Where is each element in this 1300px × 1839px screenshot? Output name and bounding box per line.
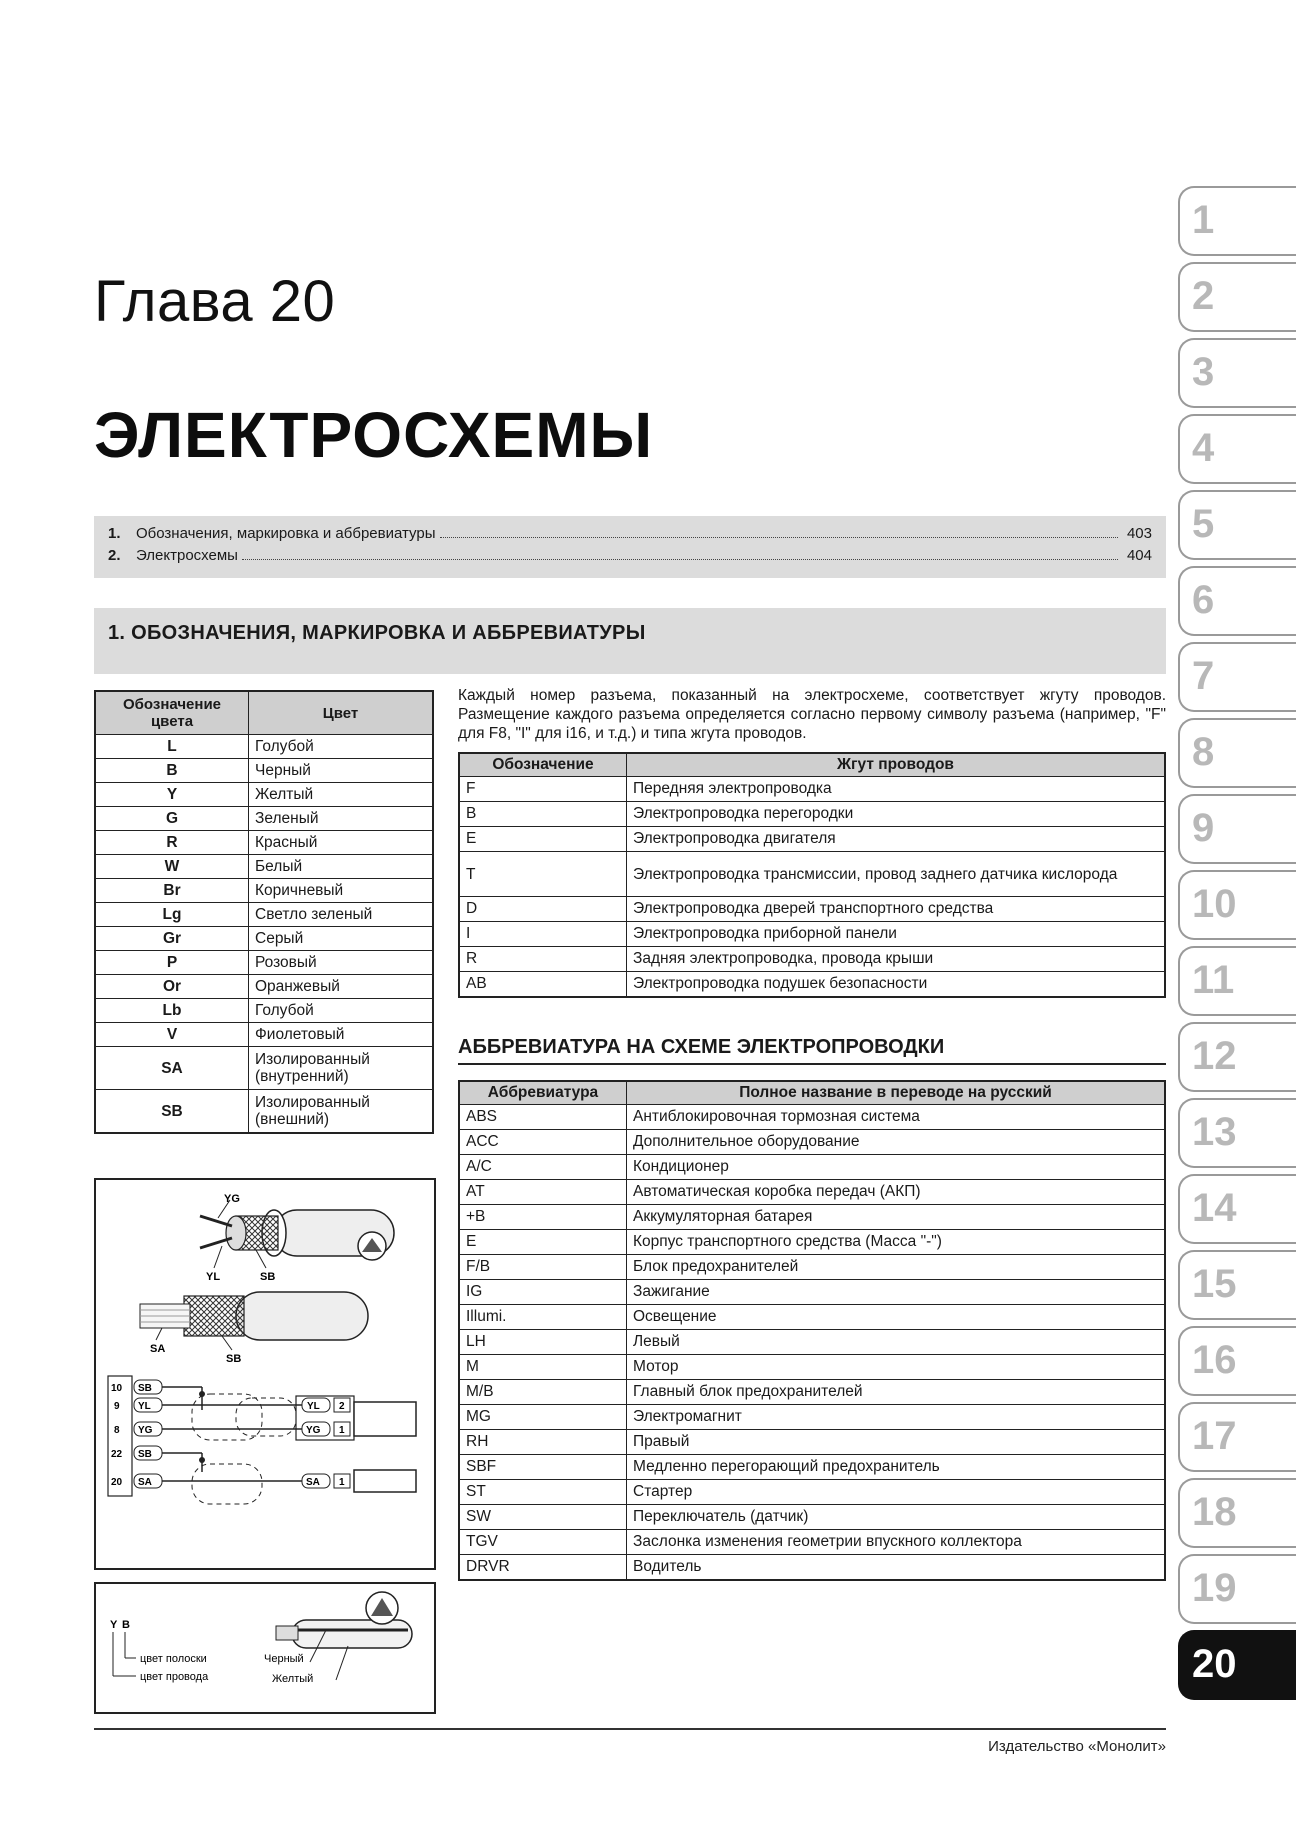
- color-code: Or: [95, 975, 249, 999]
- chapter-tab-16[interactable]: [1178, 1326, 1296, 1396]
- svg-text:9: 9: [114, 1401, 120, 1412]
- abbreviation: IG: [459, 1280, 627, 1305]
- abbreviation: F/B: [459, 1255, 627, 1280]
- tab-number: 10: [1192, 882, 1237, 926]
- abbreviation-meaning: Мотор: [627, 1355, 1166, 1380]
- left-pin: [111, 1474, 162, 1488]
- abbreviation-meaning: Главный блок предохранителей: [627, 1380, 1166, 1405]
- color-name: Серый: [249, 927, 434, 951]
- table-row: [459, 1330, 1165, 1355]
- table-row: [459, 1430, 1165, 1455]
- color-name: Изолированный (внешний): [249, 1090, 434, 1134]
- label-sb-top: SB: [260, 1271, 276, 1283]
- harness-code: R: [459, 947, 627, 972]
- table-row: [459, 1455, 1165, 1480]
- table-row: [95, 927, 433, 951]
- abbreviation-meaning: Водитель: [627, 1555, 1166, 1581]
- color-name: Изолированный (внутренний): [249, 1047, 434, 1090]
- abbreviation-meaning: Электромагнит: [627, 1405, 1166, 1430]
- table-row: [459, 897, 1165, 922]
- table-row: [95, 783, 433, 807]
- table-row: [459, 1505, 1165, 1530]
- table-row: [459, 1230, 1165, 1255]
- chapter-title: ЭЛЕКТРОСХЕМЫ: [94, 399, 654, 471]
- table-row: [459, 1405, 1165, 1430]
- table-row: [459, 1355, 1165, 1380]
- table-row: [95, 903, 433, 927]
- abbreviation-meaning: Корпус транспортного средства (Масса "-"): [627, 1230, 1166, 1255]
- table-row: [459, 1155, 1165, 1180]
- inner-shield-cable: [140, 1292, 368, 1350]
- section-title: 1. ОБОЗНАЧЕНИЯ, МАРКИРОВКА И АББРЕВИАТУРЫ: [108, 622, 646, 644]
- abbreviation: +B: [459, 1205, 627, 1230]
- table-row: [95, 855, 433, 879]
- abbreviation-heading: АББРЕВИАТУРА НА СХЕМЕ ЭЛЕКТРОПРОВОДКИ: [458, 1036, 1166, 1065]
- harness-name: Электропроводка приборной панели: [627, 922, 1166, 947]
- chapter-tab-13[interactable]: [1178, 1098, 1296, 1168]
- table-row: [459, 1205, 1165, 1230]
- abbreviation: Illumi.: [459, 1305, 627, 1330]
- toc-leader: [242, 559, 1118, 560]
- table-row: [459, 1255, 1165, 1280]
- svg-text:SA: SA: [306, 1477, 320, 1488]
- tab-number: 5: [1192, 502, 1215, 546]
- color-name: Светло зеленый: [249, 903, 434, 927]
- shielded-wire-figure: [94, 1178, 436, 1570]
- color-code: R: [95, 831, 249, 855]
- stripe-label: цвет полоски: [140, 1653, 207, 1665]
- color-name: Фиолетовый: [249, 1023, 434, 1047]
- tab-number: 19: [1192, 1566, 1237, 1610]
- toc-leader: [440, 537, 1119, 538]
- chapter-tab-17[interactable]: [1178, 1402, 1296, 1472]
- chapter-tab-19[interactable]: [1178, 1554, 1296, 1624]
- table-row: [95, 1047, 433, 1090]
- abbreviation-meaning: Антиблокировочная тормозная система: [627, 1105, 1166, 1130]
- svg-text:10: 10: [111, 1383, 123, 1394]
- color-name: Черный: [249, 759, 434, 783]
- abbreviation-meaning: Левый: [627, 1330, 1166, 1355]
- svg-text:YL: YL: [138, 1401, 151, 1412]
- abbreviation-meaning: Кондиционер: [627, 1155, 1166, 1180]
- table-row: [95, 879, 433, 903]
- connector-schematic: [108, 1376, 416, 1504]
- table-row: [459, 1180, 1165, 1205]
- color-code: V: [95, 1023, 249, 1047]
- abbreviation: TGV: [459, 1530, 627, 1555]
- outer-shield-cable: [200, 1200, 394, 1268]
- tab-number: 3: [1192, 350, 1215, 394]
- tab-number: 18: [1192, 1490, 1237, 1534]
- color-name: Белый: [249, 855, 434, 879]
- chapter-tab-12[interactable]: [1178, 1022, 1296, 1092]
- publisher-name: Издательство «Монолит»: [988, 1738, 1166, 1755]
- chapter-tab-1[interactable]: [1178, 186, 1296, 256]
- color-code: W: [95, 855, 249, 879]
- abbreviation-meaning: Стартер: [627, 1480, 1166, 1505]
- column-header: Аббревиатура: [459, 1081, 627, 1105]
- svg-text:2: 2: [339, 1401, 345, 1412]
- abbreviation: A/C: [459, 1155, 627, 1180]
- abbreviation: ACC: [459, 1130, 627, 1155]
- tab-number: 14: [1192, 1186, 1237, 1230]
- column-header: Обозначение: [459, 753, 627, 777]
- table-row: [459, 802, 1165, 827]
- column-header: Жгут проводов: [627, 753, 1166, 777]
- color-name: Зеленый: [249, 807, 434, 831]
- harness-name: Электропроводка двигателя: [627, 827, 1166, 852]
- chapter-label: Глава 20: [94, 269, 336, 334]
- abbreviation: E: [459, 1230, 627, 1255]
- abbreviation-table: [458, 1080, 1166, 1581]
- harness-code: I: [459, 922, 627, 947]
- harness-code: D: [459, 897, 627, 922]
- harness-code: AB: [459, 972, 627, 998]
- abbreviation-meaning: Автоматическая коробка передач (АКП): [627, 1180, 1166, 1205]
- chapter-tab-15[interactable]: [1178, 1250, 1296, 1320]
- toc-title: Электросхемы: [136, 547, 238, 564]
- left-pin: [111, 1446, 162, 1460]
- color-name: Голубой: [249, 735, 434, 759]
- chapter-tab-2[interactable]: [1178, 262, 1296, 332]
- table-row: [459, 1380, 1165, 1405]
- abbreviation-meaning: Медленно перегорающий предохранитель: [627, 1455, 1166, 1480]
- striped-wire: [276, 1592, 412, 1680]
- table-row: [95, 735, 433, 759]
- harness-name: Электропроводка трансмиссии, провод заднего датчика кислорода: [627, 852, 1166, 897]
- abbreviation: SW: [459, 1505, 627, 1530]
- tab-number: 4: [1192, 426, 1215, 470]
- color-code: Br: [95, 879, 249, 903]
- color-name: Розовый: [249, 951, 434, 975]
- table-row: [95, 1090, 433, 1134]
- abbreviation-meaning: Заслонка изменения геометрии впускного коллектора: [627, 1530, 1166, 1555]
- harness-name: Электропроводка перегородки: [627, 802, 1166, 827]
- shielded-wire-diagram: [96, 1180, 434, 1568]
- label-sa: SA: [150, 1343, 166, 1355]
- section-banner: [94, 608, 1166, 674]
- table-row: [459, 827, 1165, 852]
- abbreviation-meaning: Правый: [627, 1430, 1166, 1455]
- right-pin: [302, 1422, 350, 1436]
- table-row: [95, 951, 433, 975]
- footer-rule: [94, 1728, 1166, 1730]
- table-row: [95, 807, 433, 831]
- table-row: [459, 1130, 1165, 1155]
- chapter-tab-7[interactable]: [1178, 642, 1296, 712]
- harness-name: Электропроводка подушек безопасности: [627, 972, 1166, 998]
- black-label: Черный: [264, 1653, 304, 1665]
- color-code: Lg: [95, 903, 249, 927]
- tab-number: 12: [1192, 1034, 1237, 1078]
- right-pin: [302, 1474, 350, 1488]
- abbreviation: M/B: [459, 1380, 627, 1405]
- left-pin: [111, 1380, 162, 1394]
- svg-text:1: 1: [339, 1477, 345, 1488]
- chapter-tab-8[interactable]: [1178, 718, 1296, 788]
- toc-number: 1.: [108, 525, 121, 542]
- color-code-legend-diagram: [96, 1584, 434, 1712]
- chapter-tab-6[interactable]: [1178, 566, 1296, 636]
- svg-text:YG: YG: [306, 1425, 321, 1436]
- abbreviation: ST: [459, 1480, 627, 1505]
- color-code: Lb: [95, 999, 249, 1023]
- tab-number: 15: [1192, 1262, 1237, 1306]
- chapter-tab-20[interactable]: [1178, 1630, 1296, 1700]
- color-code: B: [95, 759, 249, 783]
- abbreviation-meaning: Блок предохранителей: [627, 1255, 1166, 1280]
- svg-text:SB: SB: [138, 1383, 152, 1394]
- tab-number: 8: [1192, 730, 1215, 774]
- table-row: [459, 852, 1165, 897]
- table-row: [459, 1480, 1165, 1505]
- abbreviation: SBF: [459, 1455, 627, 1480]
- tab-number: 16: [1192, 1338, 1237, 1382]
- column-header: Обозначение цвета: [95, 691, 249, 735]
- color-name: Желтый: [249, 783, 434, 807]
- svg-text:SA: SA: [138, 1477, 152, 1488]
- toc-item[interactable]: [108, 544, 1152, 564]
- toc-page: 404: [1126, 547, 1152, 564]
- table-row: [459, 777, 1165, 802]
- table-row: [95, 975, 433, 999]
- harness-code: E: [459, 827, 627, 852]
- table-row: [459, 1555, 1165, 1581]
- yellow-label: Желтый: [272, 1673, 314, 1685]
- table-row: [95, 831, 433, 855]
- svg-text:SB: SB: [138, 1449, 152, 1460]
- label-yl: YL: [206, 1271, 221, 1283]
- color-name: Оранжевый: [249, 975, 434, 999]
- table-row: [95, 1023, 433, 1047]
- chapter-tab-18[interactable]: [1178, 1478, 1296, 1548]
- chapter-tab-14[interactable]: [1178, 1174, 1296, 1244]
- toc-page: 403: [1126, 525, 1152, 542]
- label-sb-mid: SB: [226, 1353, 242, 1365]
- harness-name: Задняя электропроводка, провода крыши: [627, 947, 1166, 972]
- color-code: Y: [95, 783, 249, 807]
- tab-number: 17: [1192, 1414, 1237, 1458]
- table-row: [459, 947, 1165, 972]
- code-right: B: [122, 1619, 130, 1631]
- chapter-tab-11[interactable]: [1178, 946, 1296, 1016]
- table-row: [459, 922, 1165, 947]
- abbreviation-meaning: Зажигание: [627, 1280, 1166, 1305]
- color-code-legend-figure: [94, 1582, 436, 1714]
- harness-code: T: [459, 852, 627, 897]
- color-name: Красный: [249, 831, 434, 855]
- chapter-tab-5[interactable]: [1178, 490, 1296, 560]
- column-header: Полное название в переводе на русский: [627, 1081, 1166, 1105]
- tab-number: 20: [1192, 1642, 1237, 1686]
- column-header: Цвет: [249, 691, 434, 735]
- right-pin: [302, 1398, 350, 1412]
- abbreviation: DRVR: [459, 1555, 627, 1581]
- left-pin: [114, 1398, 162, 1412]
- table-row: [95, 759, 433, 783]
- table-row: [459, 1530, 1165, 1555]
- harness-code: B: [459, 802, 627, 827]
- svg-text:YL: YL: [307, 1401, 320, 1412]
- harness-name: Передняя электропроводка: [627, 777, 1166, 802]
- tab-number: 11: [1192, 958, 1235, 1002]
- tab-number: 2: [1192, 274, 1215, 318]
- chapter-tab-9[interactable]: [1178, 794, 1296, 864]
- color-code-table: [94, 690, 434, 1134]
- harness-name: Электропроводка дверей транспортного средства: [627, 897, 1166, 922]
- color-name: Голубой: [249, 999, 434, 1023]
- table-row: [459, 1105, 1165, 1130]
- tab-number: 1: [1192, 198, 1215, 242]
- svg-text:8: 8: [114, 1425, 120, 1436]
- chapter-tab-10[interactable]: [1178, 870, 1296, 940]
- table-row: [459, 1305, 1165, 1330]
- harness-code: F: [459, 777, 627, 802]
- tab-number: 9: [1192, 806, 1215, 850]
- color-name: Коричневый: [249, 879, 434, 903]
- left-pin: [114, 1422, 162, 1436]
- color-code: SB: [95, 1090, 249, 1134]
- color-code: G: [95, 807, 249, 831]
- toc-number: 2.: [108, 547, 121, 564]
- svg-text:YG: YG: [138, 1425, 153, 1436]
- chapter-tab-3[interactable]: [1178, 338, 1296, 408]
- abbreviation-meaning: Аккумуляторная батарея: [627, 1205, 1166, 1230]
- abbreviation: M: [459, 1355, 627, 1380]
- label-yg: YG: [224, 1193, 240, 1205]
- abbreviation: ABS: [459, 1105, 627, 1130]
- table-row: [95, 999, 433, 1023]
- tab-number: 13: [1192, 1110, 1237, 1154]
- abbreviation: RH: [459, 1430, 627, 1455]
- table-row: [459, 972, 1165, 998]
- color-code: SA: [95, 1047, 249, 1090]
- harness-table: [458, 752, 1166, 998]
- color-code: L: [95, 735, 249, 759]
- color-code: Gr: [95, 927, 249, 951]
- svg-text:22: 22: [111, 1449, 123, 1460]
- tab-number: 7: [1192, 654, 1215, 698]
- toc-item[interactable]: [108, 522, 1152, 542]
- intro-paragraph: Каждый номер разъема, показанный на электросхеме, соответствует жгуту проводов. Размещение каждого разъема определяется согласно первому символу разъема (например, "F" для F8, "I" для i16, и т.д.) и типа жгута проводов.: [458, 687, 1166, 742]
- code-left: Y: [110, 1619, 118, 1631]
- svg-text:20: 20: [111, 1477, 123, 1488]
- abbreviation-meaning: Дополнительное оборудование: [627, 1130, 1166, 1155]
- table-row: [459, 1280, 1165, 1305]
- tab-number: 6: [1192, 578, 1215, 622]
- color-code: P: [95, 951, 249, 975]
- toc-title: Обозначения, маркировка и аббревиатуры: [136, 525, 436, 542]
- abbreviation: AT: [459, 1180, 627, 1205]
- abbreviation: LH: [459, 1330, 627, 1355]
- wire-label: цвет провода: [140, 1671, 209, 1683]
- chapter-tab-4[interactable]: [1178, 414, 1296, 484]
- abbreviation: MG: [459, 1405, 627, 1430]
- abbreviation-meaning: Переключатель (датчик): [627, 1505, 1166, 1530]
- svg-text:1: 1: [339, 1425, 345, 1436]
- chapter-contents: [94, 516, 1166, 578]
- abbreviation-meaning: Освещение: [627, 1305, 1166, 1330]
